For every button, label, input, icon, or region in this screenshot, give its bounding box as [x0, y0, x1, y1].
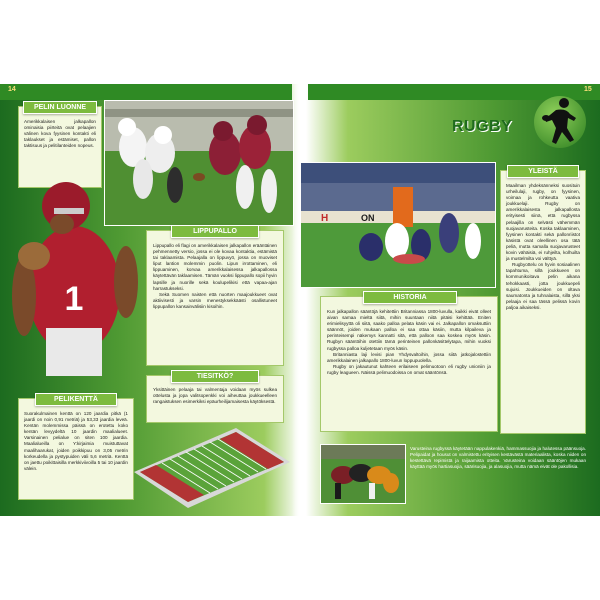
tiesitko-box	[146, 375, 284, 423]
svg-text:ON: ON	[361, 213, 375, 223]
tiesitko-text: Yksittäinen pelaaja tai valmentaja voidaan myös sulkea ottelusta ja jopa valitsopenkki voi aiheuttaa joukkueelleen rangaistuksen esimerkiksi epäurheilijamaisesta käytöksestä.	[153, 387, 277, 405]
page-number-right: 15	[584, 86, 592, 93]
pelikentta-title: PELIKENTTÄ	[35, 393, 117, 406]
lippupallo-text-1: Lippupallo eli flagi on amerikkalaisen jalkapallon erääntäinen pehmennetty versio, jossa ei ole kovaa kontaktia, estämistä tai taklaamista. Pelaajalla on lippuvyö, jossa on muoviset liput lantion molemmin puolin. Lipun irrottaminen, eli lippuaminen, korvaa amerikkalaisessa jalkapallossa käytettävän taklaamisen. Tämän vuoksi lippupallo sopii hyvin lapsille ja nuorille sekä koulupelikisi että vapaa-ajan harrastukseksi.	[153, 243, 277, 291]
page-gutter	[292, 84, 308, 516]
rugby-action-image	[301, 163, 495, 287]
historia-box	[320, 296, 498, 432]
football-player-photo	[4, 178, 144, 378]
pelin-luonne-title: PELIN LUONNE	[23, 101, 97, 114]
equipment-caption	[410, 446, 586, 470]
yleista-text-2: Rugbyottelu on hyvin sosiaalinen tapahtuma, sillä joukkueen on kommunikoitava pelin aikana tehokkaasti, jotta joukkuepeli sujuisi. Joukkueiden on oltava saumatonta ja tuhnalaista, sillä yksi pelaaja ei saa tässä pelissä kovin paljoa aikaiseksi.	[506, 262, 580, 310]
football-field-illustration	[132, 424, 292, 514]
pelikentta-text: Suorakulmainen kenttä on 120 jaardia pitkä (1 jaardi on noin 0,91 metriä) ja 53,33 jaardia leveä. Kentän molemmissa päissä on erotettu koko kentän levyydeltä 10 jaardin maalialueet. Varsinainen pelialue on siten 100 jaardia. Maalialueilla on Y:kirjaimia muistuttavat maalihaarukat, joiden poikkipuu on 3,05 metrin korkeudella ja pystypuiden väli 5,6 metriä. Kenttä on jaettu poikittaisilla merkkiviivoilla 5 tai 10 jaardin välein.	[24, 411, 128, 471]
magazine-spread	[0, 84, 600, 516]
tiesitko-title: TIESITKÖ?	[171, 370, 259, 383]
svg-text:1: 1	[64, 280, 84, 318]
rugby-action-photo	[300, 162, 496, 288]
pelin-luonne-text: Amerikkalaisen jalkapallon ominaisia piirteitä ovat pelaajien välinen kova fyysinen kontakti eli taklaukset ja estämiset, pallon taktisuus ja pelitilanteiden nopeus.	[24, 119, 96, 149]
historia-text-3: Rugby on jakautunut kahteen erilaiseen pelimuotoon eli rugby unioniin ja rugby leagueen. Näissä pelimuodoissa on omat sääntönsä.	[327, 363, 491, 375]
left-top-bar	[0, 84, 292, 100]
yleista-text-1: Maailman yhdeksänneksi suosituin urheilulaji, rugby, on fyysinen, voimaa ja rohkeutta vaativa joukkuelaji. Rugby on amerikkalaisesta jalkapallosta erityisesti siinä, että rugbyssa pelaajilla on selvästi vähemmän suojavarusteita. Koska taklaaminen, fyysinen kontakti sekä pallonriistot käsistä ovat oleellinen osa tätä peliä, mutta samalla suojavarusteet kovin vähäisiä, ei ruhjeilta, kolhuilta ja mustelmilta voi välttyä.	[506, 183, 580, 262]
lippupallo-title: LIPPUPALLO	[171, 225, 259, 238]
yleista-box	[500, 170, 586, 434]
svg-text:H: H	[321, 213, 329, 224]
lippupallo-box	[146, 230, 284, 366]
football-field-image	[132, 424, 292, 514]
rugby-heading: RUGBY	[452, 118, 513, 135]
historia-text-1: Kun jalkapallon sääntöjä kehitettiin Britanniassa 1800-luvulla, kaikki eivät olleet aivan samaa mieltä siitä, mihin suuntaan niitä pitäisi kehittää. Eniten erimielisyyttä oli siitä, saako palloa pelata käsin vai ei. Jalkapallon omaksuttiin säännöt, joiden mukaan palloa ei saa ottaa käsiin, mutta kilpaileva ja perinteisempi näkemys kannatti sitä, että palloon saa koskea myös käsin. Rugbyn sääntöihin otettiin tämä perinteinen pallonkäsittelytapa, mihin vuoksi rugbyssa palloa kuljetetaan myös käsin.	[327, 309, 491, 351]
yleista-title: YLEISTÄ	[507, 165, 579, 178]
historia-text-2: Britanniasta laji levisi pian Yhdysvaltoihin, jossa siitä jatkojalostettiin amerikkalainen jalkapallo 1800-luvun loppupuolella.	[327, 351, 491, 363]
football-player-image	[4, 178, 144, 378]
lippupallo-text-2: Sekä Suomen naisten että nuorten maajoukkueet ovat aktiivisesti ja varsin menestyksekkäästi osallistuneet lippupallon kansainvälisiin kisoihin.	[153, 291, 277, 309]
pelikentta-box	[18, 398, 134, 500]
rugby-scrum-photo	[320, 444, 406, 504]
rugby-scrum-image	[321, 445, 405, 503]
equipment-caption-text: Varusteina rugbyssä käytetään nappulakenkiä, hammassuojia ja halutessa päänsuoja. Pelipaidat ja housut on valmistettu erityisen kestävästä materiaalista, koska niiden on kestettävä repimistä ja raijaamista otteita. Varusteina voidaan sääntöjen mukaan käyttää myös hartiasuojia, säärisuojia, ja alasuojia, mutta nämä eivät ole pakollisia.	[410, 446, 586, 470]
historia-title: HISTORIA	[363, 291, 457, 304]
page-number-left: 14	[8, 86, 16, 93]
pelin-luonne-box	[18, 106, 102, 188]
rugby-player-icon	[534, 94, 590, 150]
